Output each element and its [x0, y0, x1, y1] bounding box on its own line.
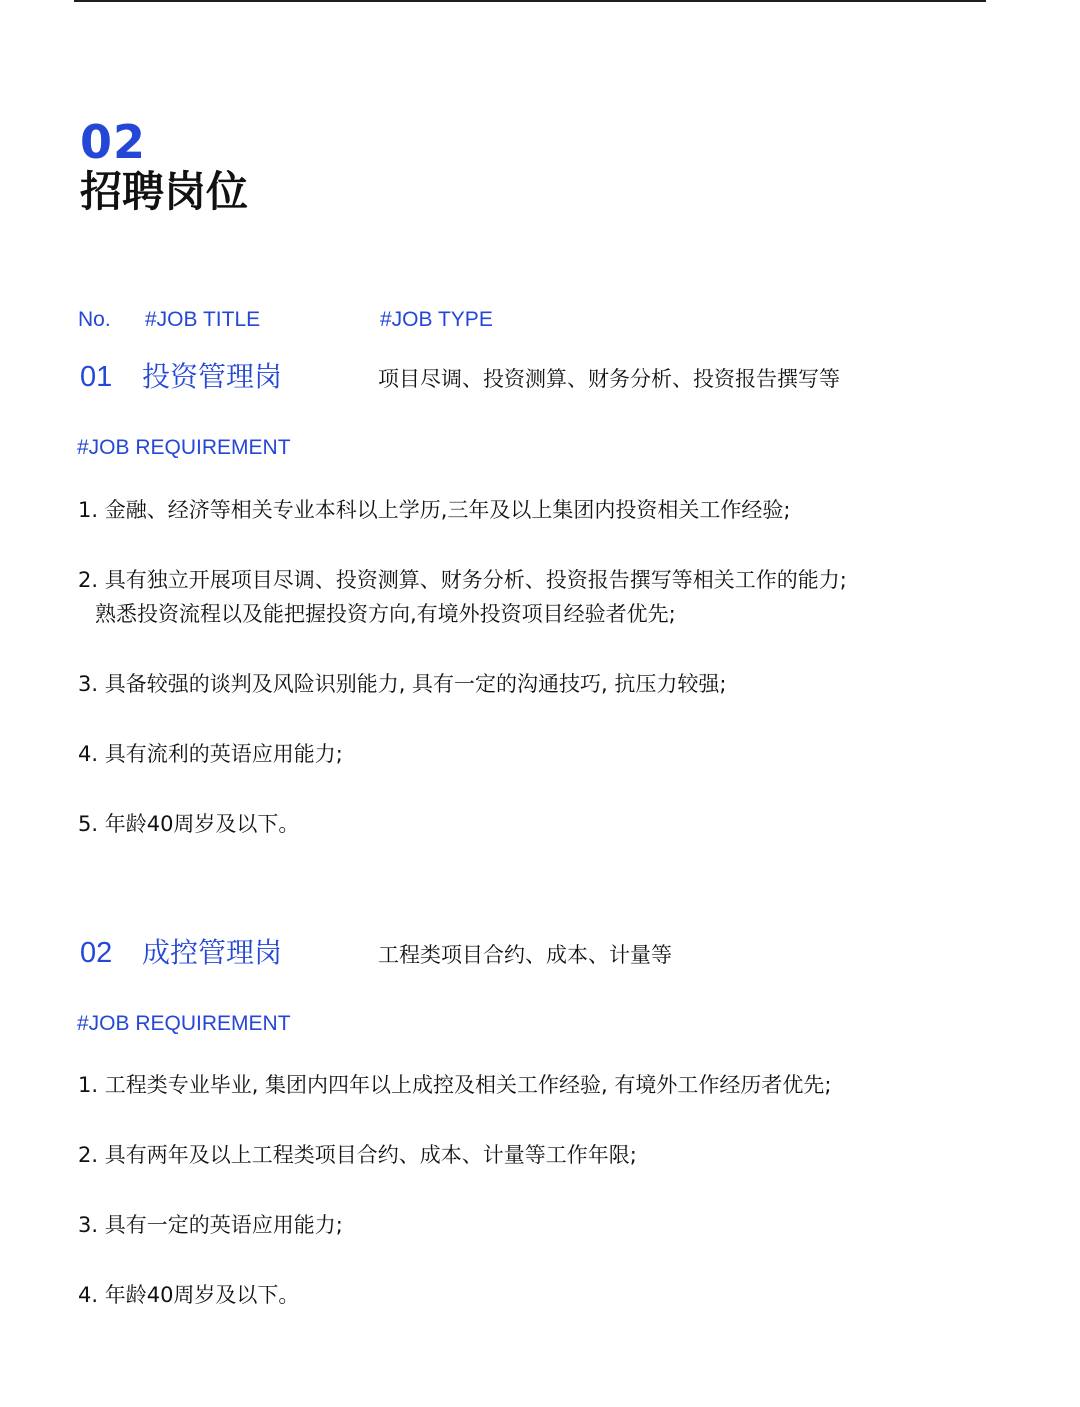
job-requirement-header: #JOB REQUIREMENT [77, 1012, 291, 1035]
job-number: 01 [80, 361, 113, 393]
requirement-text: 4. 具有流利的英语应用能力; [78, 742, 343, 766]
requirement-item [78, 563, 998, 631]
column-header-no: No. [78, 308, 111, 331]
requirement-item [78, 667, 998, 701]
requirement-text: 3. 具有一定的英语应用能力; [78, 1213, 343, 1237]
requirement-item [78, 1138, 998, 1172]
requirement-text: 1. 金融、经济等相关专业本科以上学历,三年及以上集团内投资相关工作经验; [78, 498, 791, 522]
requirement-text-continued: 熟悉投资流程以及能把握投资方向,有境外投资项目经验者优先; [95, 602, 676, 626]
job-title: 投资管理岗 [142, 360, 283, 393]
requirement-text: 2. 具有两年及以上工程类项目合约、成本、计量等工作年限; [78, 1143, 637, 1167]
requirement-text: 5. 年龄40周岁及以下。 [78, 812, 300, 836]
requirement-text: 2. 具有独立开展项目尽调、投资测算、财务分析、投资报告撰写等相关工作的能力; [78, 568, 847, 592]
section-number: 02 [80, 115, 147, 169]
requirement-item [78, 1208, 998, 1242]
job-type: 工程类项目合约、成本、计量等 [378, 943, 672, 967]
requirement-text: 3. 具备较强的谈判及风险识别能力, 具有一定的沟通技巧, 抗压力较强; [78, 672, 727, 696]
top-divider [74, 0, 986, 2]
job-title: 成控管理岗 [142, 936, 283, 969]
job-number: 02 [80, 937, 113, 969]
requirement-item [78, 807, 998, 841]
requirement-text: 4. 年龄40周岁及以下。 [78, 1283, 300, 1307]
section-title: 招聘岗位 [80, 167, 249, 216]
job-type: 项目尽调、投资测算、财务分析、投资报告撰写等 [378, 367, 840, 391]
column-header-job-type: #JOB TYPE [380, 308, 493, 331]
requirement-text: 1. 工程类专业毕业, 集团内四年以上成控及相关工作经验, 有境外工作经历者优先; [78, 1073, 832, 1097]
requirement-item [78, 493, 998, 527]
requirement-item [78, 1278, 998, 1312]
requirement-item [78, 737, 998, 771]
job-requirement-header: #JOB REQUIREMENT [77, 436, 291, 459]
requirement-item [78, 1068, 998, 1102]
column-header-job-title: #JOB TITLE [145, 308, 261, 331]
